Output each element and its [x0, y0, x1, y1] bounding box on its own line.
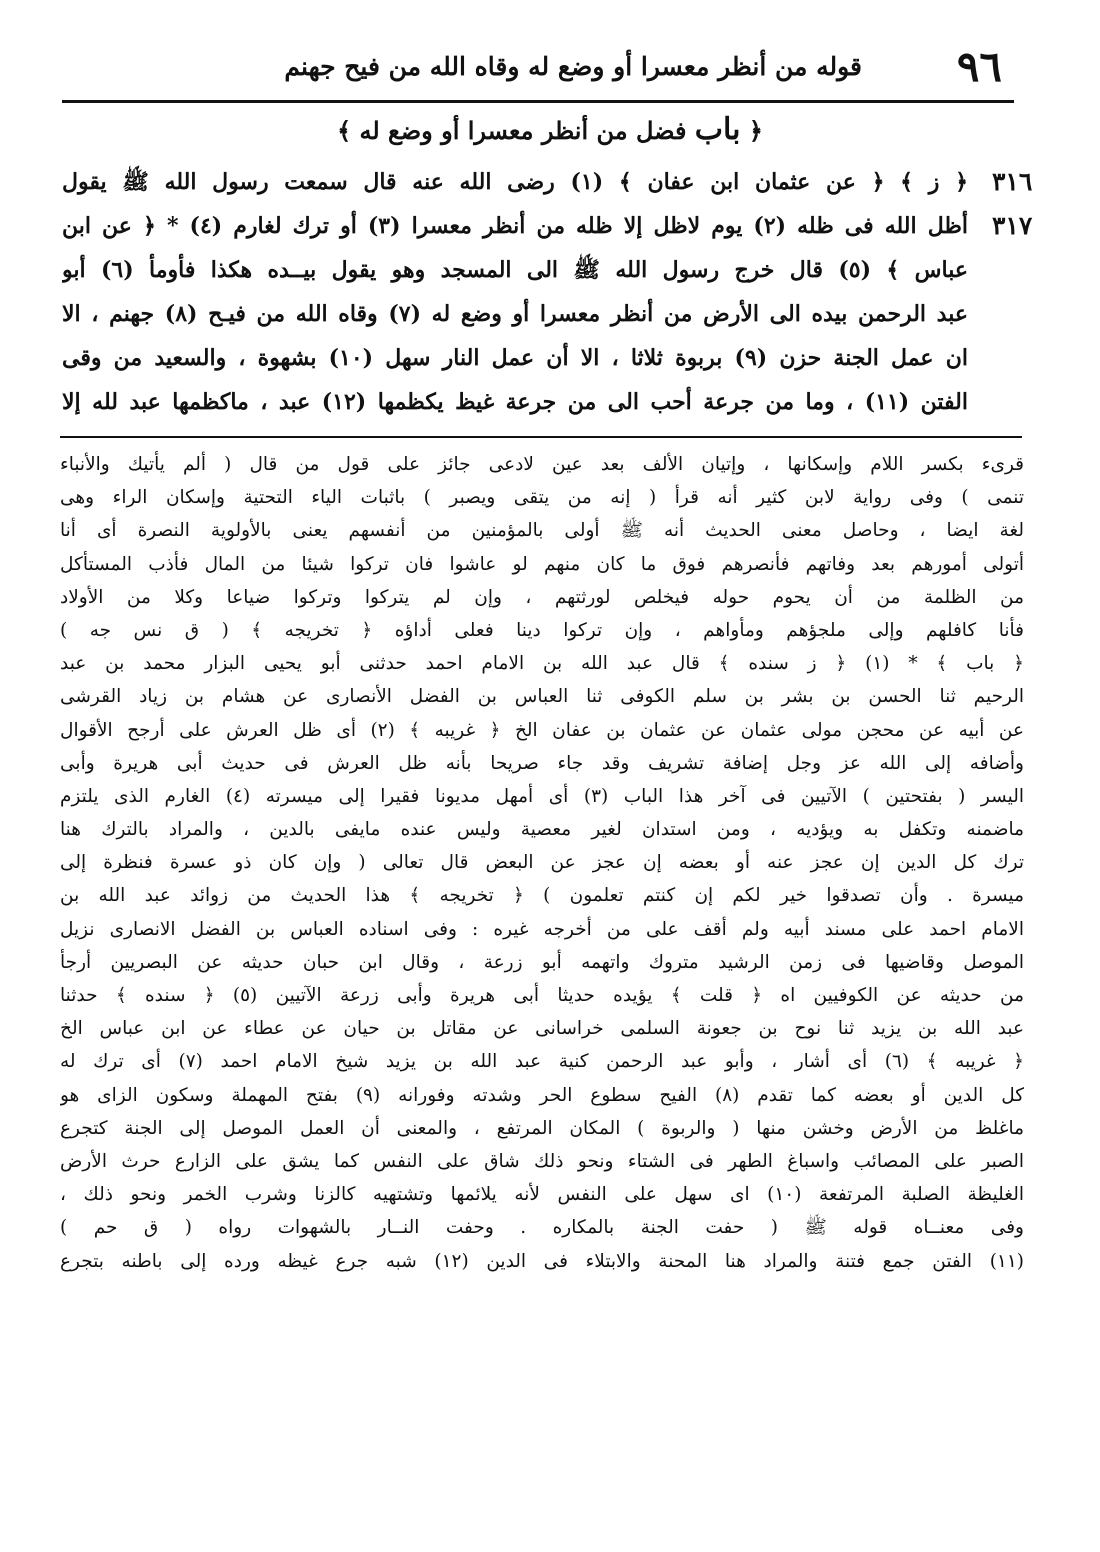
note-line: أتولى أمورهم بعد وفاتهم فأنصرهم فوق ما كان منهم لو عاشوا فان تركوا شيئا من المال فأذب المستأكل — [60, 553, 1024, 575]
note-line: اليسر ( بفتحتين ) الآتيين فى آخر هذا الباب (٣) أى أمهل مديونا فقيرا إلى ميسرته (٤) الغارم الذى يلتزم — [60, 785, 1024, 807]
note-line: الامام احمد على مسند أبيه ولم أقف على من أخرجه غيره : وفى اسناده العباس بن الفضل الانصارى نزيل — [60, 918, 1024, 940]
note-line: ماغلظ من الأرض وخشن منها ( والربوة ) المكان المرتفع ، والمعنى أن العمل الموصل إلى الجنة كتجرع — [60, 1117, 1024, 1139]
note-line: فأنا كافلهم وإلى ملجؤهم ومأواهم ، وإن تركوا دينا فعلى أداؤه ﴿ تخريجه ﴾ ( ق نس جه ) — [60, 619, 1024, 641]
running-title: قوله من أنظر معسرا أو وضع له وقاه الله من فيح جهنم — [284, 52, 862, 81]
note-line: قرىء بكسر اللام وإسكانها ، وإتيان الألف بعد عين لادعى جائز على قول من قال ( ألم يأتيك والأنباء — [60, 454, 1024, 475]
footnote-divider — [60, 436, 1022, 438]
note-line: ﴿ باب ﴾ * (١) ﴿ ز سنده ﴾ قال عبد الله بن الامام احمد حدثنى أبو يحيى البزار محمد بن عبد — [60, 653, 1024, 675]
page-header — [92, 38, 1012, 102]
note-line: كل الدين أو بعضه كما تقدم (٨) الفيح سطوع الحر وشدته وفورانه (٩) بفتح المهملة وسكون الزاى هو — [60, 1084, 1024, 1106]
note-line: ميسرة . وأن تصدقوا خير لكم إن كنتم تعلمون ) ﴿ تخريجه ﴾ هذا الحديث من زوائد عبد الله بن — [60, 885, 1024, 907]
note-line: الموصل وقاضيها فى زمن الرشيد متروك واتهمه أبو زرعة ، وقال ابن حبان حديثه عن البصريين أرجأ — [60, 951, 1024, 973]
hadith-text — [62, 160, 968, 424]
chapter-close-bracket: ﴾ — [337, 116, 352, 145]
chapter-title: فضل من أنظر معسرا أو وضع له — [359, 116, 687, 145]
hadith-number: ٣١٦ — [992, 167, 1033, 196]
note-line: وأضافه إلى الله عز وجل إضافة تشريف وقد جاء صريحا بأنه ظل العرش فى حديث أبى هريرة وأبى — [60, 752, 1024, 774]
note-line: تنمى ) وفى رواية لابن كثير أنه قرأ ( إنه من يتقى ويصبر ) باثبات الياء التحتية وإسكان الراء وهى — [60, 487, 1024, 509]
note-line: عبد الله بن يزيد ثنا نوح بن جعونة السلمى خراسانى عن مقاتل بن حيان عن عطاء عن ابن عباس الخ — [60, 1018, 1024, 1040]
text-line: عباس ﴾ (٥) قال خرج رسول الله ﷺ الى المسجد وهو يقول بيــده هكذا فأومأ (٦) أبو — [62, 257, 968, 283]
text-line: الفتن (١١) ، وما من جرعة أحب الى من جرعة غيظ يكظمها (١٢) عبد ، ماكظمها عبد لله إلا — [62, 389, 968, 415]
note-line: (١١) الفتن جمع فتنة والمراد هنا المحنة والابتلاء فى الدين (١٢) شبه جرع غيظه ورده إلى باطنه بتجرع — [60, 1250, 1024, 1272]
note-line: الغليظة الصلبة المرتفعة (١٠) اى سهل على النفس لأنه يلائمها وتشتهيه كالزنا وشرب الخمر ونحو ذلك ، — [60, 1184, 1024, 1206]
note-line: ماضمنه وتكفل به ويؤديه ، ومن استدان لغير معصية وليس عنده مايفى بالدين ، والمراد بالترك هنا — [60, 819, 1024, 841]
chapter-heading — [0, 112, 1100, 147]
note-line: الرحيم ثنا الحسن بن بشر بن سلم الكوفى ثنا العباس بن الفضل الأنصارى عن هشام بن زياد القرشى — [60, 686, 1024, 708]
text-line: عبد الرحمن بيده الى الأرض من أنظر معسرا أو وضع له (٧) وقاه الله من فيـح (٨) جهنم ، الا — [62, 301, 968, 327]
hadith-number: ٣١٧ — [992, 211, 1033, 240]
page-number: ٩٦ — [956, 42, 1002, 91]
text-line: أظل الله فى ظله (٢) يوم لاظل إلا ظله من أنظر معسرا (٣) أو ترك لغارم (٤) * ﴿ عن ابن — [62, 213, 968, 239]
note-line: ﴿ غريبه ﴾ (٦) أى أشار ، وأبو عبد الرحمن كنية عبد الله بن يزيد شيخ الامام احمد (٧) أى ترك له — [60, 1051, 1024, 1073]
chapter-word: باب — [694, 112, 741, 147]
text-line: ﴿ ز ﴾ ﴿ عن عثمان ابن عفان ﴾ (١) رضى الله عنه قال سمعت رسول الله ﷺ يقول — [62, 169, 968, 195]
note-line: الصبر على المصائب واسباغ الطهر فى الشتاء ونحو ذلك شاق على النفس كما يشق على الزارع حرث الأرض — [60, 1150, 1024, 1172]
text-line: ان عمل الجنة حزن (٩) بربوة ثلاثا ، الا أن عمل النار سهل (١٠) بشهوة ، والسعيد من وقى — [62, 345, 968, 371]
note-line: لغة ايضا ، وحاصل معنى الحديث أنه ﷺ أولى بالمؤمنين من أنفسهم يعنى بالأولوية النصرة أى أنا — [60, 520, 1024, 542]
note-line: من حديثه عن الكوفيين اه ﴿ قلت ﴾ يؤيده حديثا أبى هريرة وأبى زرعة الآتيين (٥) ﴿ سنده ﴾ حدثنا — [60, 985, 1024, 1006]
note-line: ترك كل الدين إن عجز عنه أو بعضه إن عجز عن البعض قال تعالى ( وإن كان ذو عسرة فنظرة إلى — [60, 852, 1024, 874]
note-line: عن أبيه عن محجن مولى عثمان عن عثمان بن عفان الخ ﴿ غريبه ﴾ (٢) أى ظل العرش على أرجح الأقوال — [60, 719, 1024, 741]
note-line: وفى معنــاه قوله ﷺ ( حفت الجنة بالمكاره . وحفت النــار بالشهوات رواه ( ق حم ) — [60, 1217, 1024, 1239]
footnotes — [60, 448, 1024, 1278]
chapter-open-bracket: ﴿ — [748, 116, 763, 145]
header-rule — [62, 100, 1014, 103]
note-line: من الظلمة من أن يحوم حوله فيخلص لورثتهم ، وإن لم يتركوا وتركوا ضياعا وكلا من الأولاد — [60, 586, 1024, 608]
